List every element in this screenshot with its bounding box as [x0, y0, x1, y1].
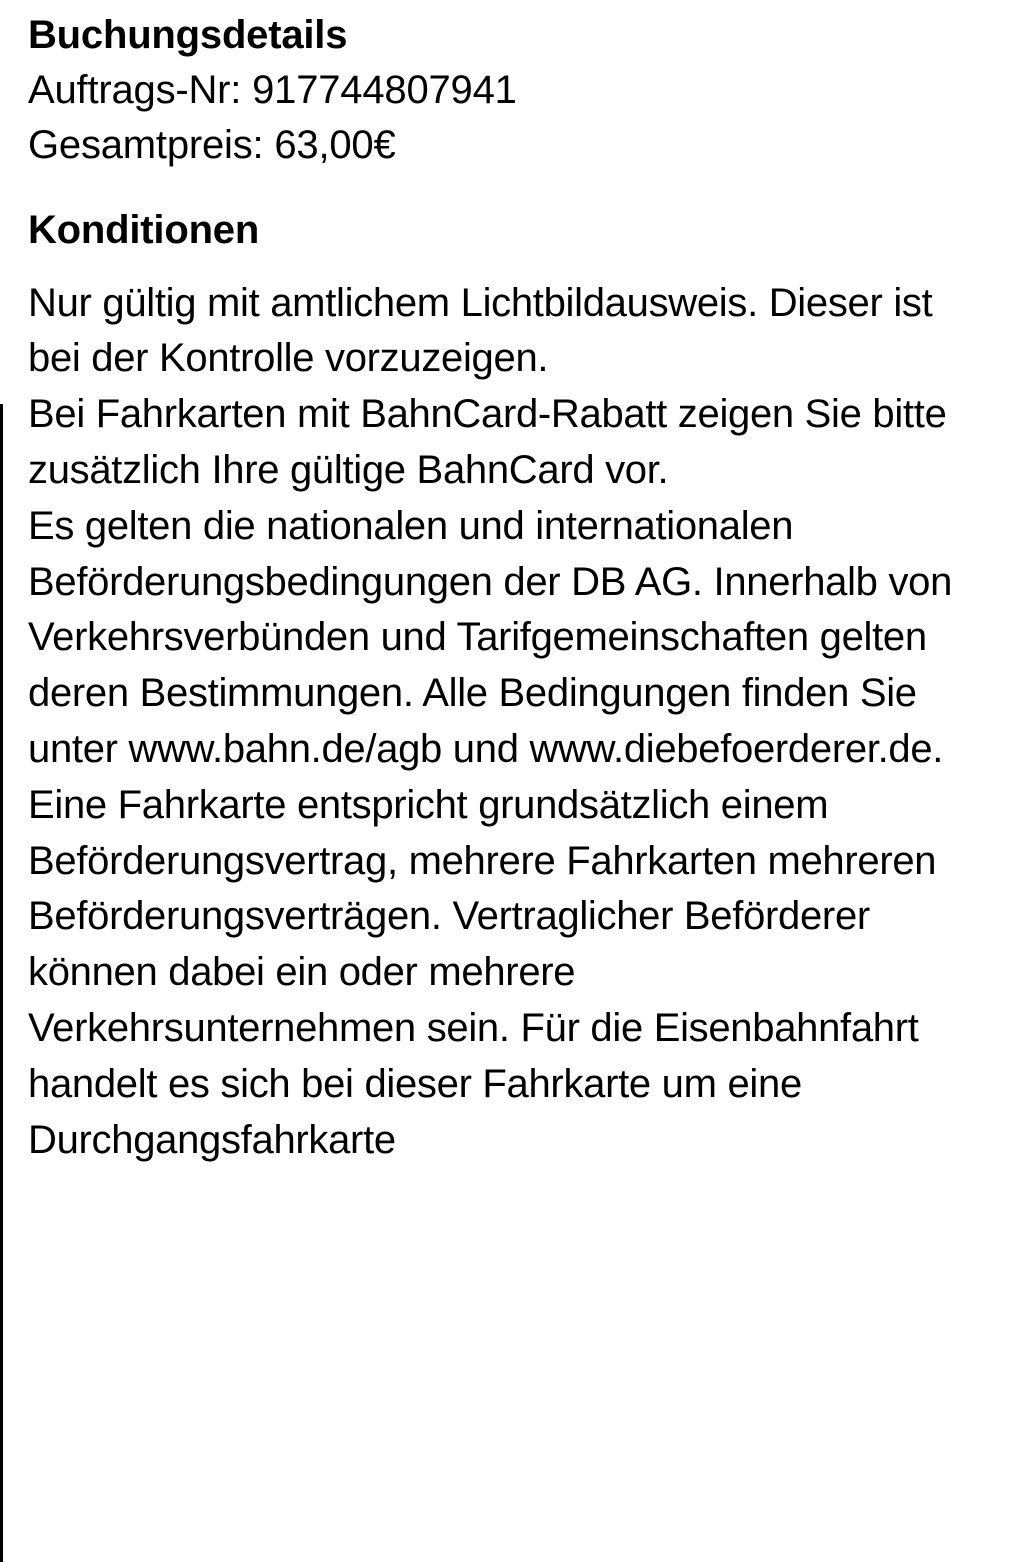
total-price-line: Gesamtpreis: 63,00€ — [28, 123, 396, 168]
order-number-line: Auftrags-Nr: 917744807941 — [28, 68, 517, 113]
conditions-paragraph: Eine Fahrkarte entspricht grundsätzlich einem Beförderungsvertrag, mehrere Fahrkarten mehreren Beförderungsverträgen. Vertraglicher Beförderer können dabei ein oder mehrere Verkehrsunternehmen sein. Für die Eisenbahnfahrt handelt es sich bei dieser Fahrkarte um eine Durchgangsfahrkarte — [28, 782, 937, 1162]
conditions-body — [28, 276, 976, 1169]
conditions-heading: Konditionen — [28, 207, 260, 252]
booking-details-heading: Buchungsdetails — [28, 13, 348, 57]
left-border-rule — [0, 404, 3, 1562]
conditions-paragraph: Es gelten die nationalen und internationalen Beförderungsbedingungen der DB AG. Innerhalb von Verkehrsverbünden und Tarifgemeinschaften gelten deren Bestimmungen. Alle Bedingungen finden Sie unter www.bahn.de/agb und www.diebefoerderer.de. — [28, 503, 953, 771]
section-spacer — [28, 174, 976, 204]
conditions-paragraph: Nur gültig mit amtlichem Lichtbildausweis. Dieser ist bei der Kontrolle vorzuzeigen. — [28, 280, 933, 381]
conditions-paragraph: Bei Fahrkarten mit BahnCard-Rabatt zeigen Sie bitte zusätzlich Ihre gültige BahnCard vor. — [28, 392, 947, 492]
